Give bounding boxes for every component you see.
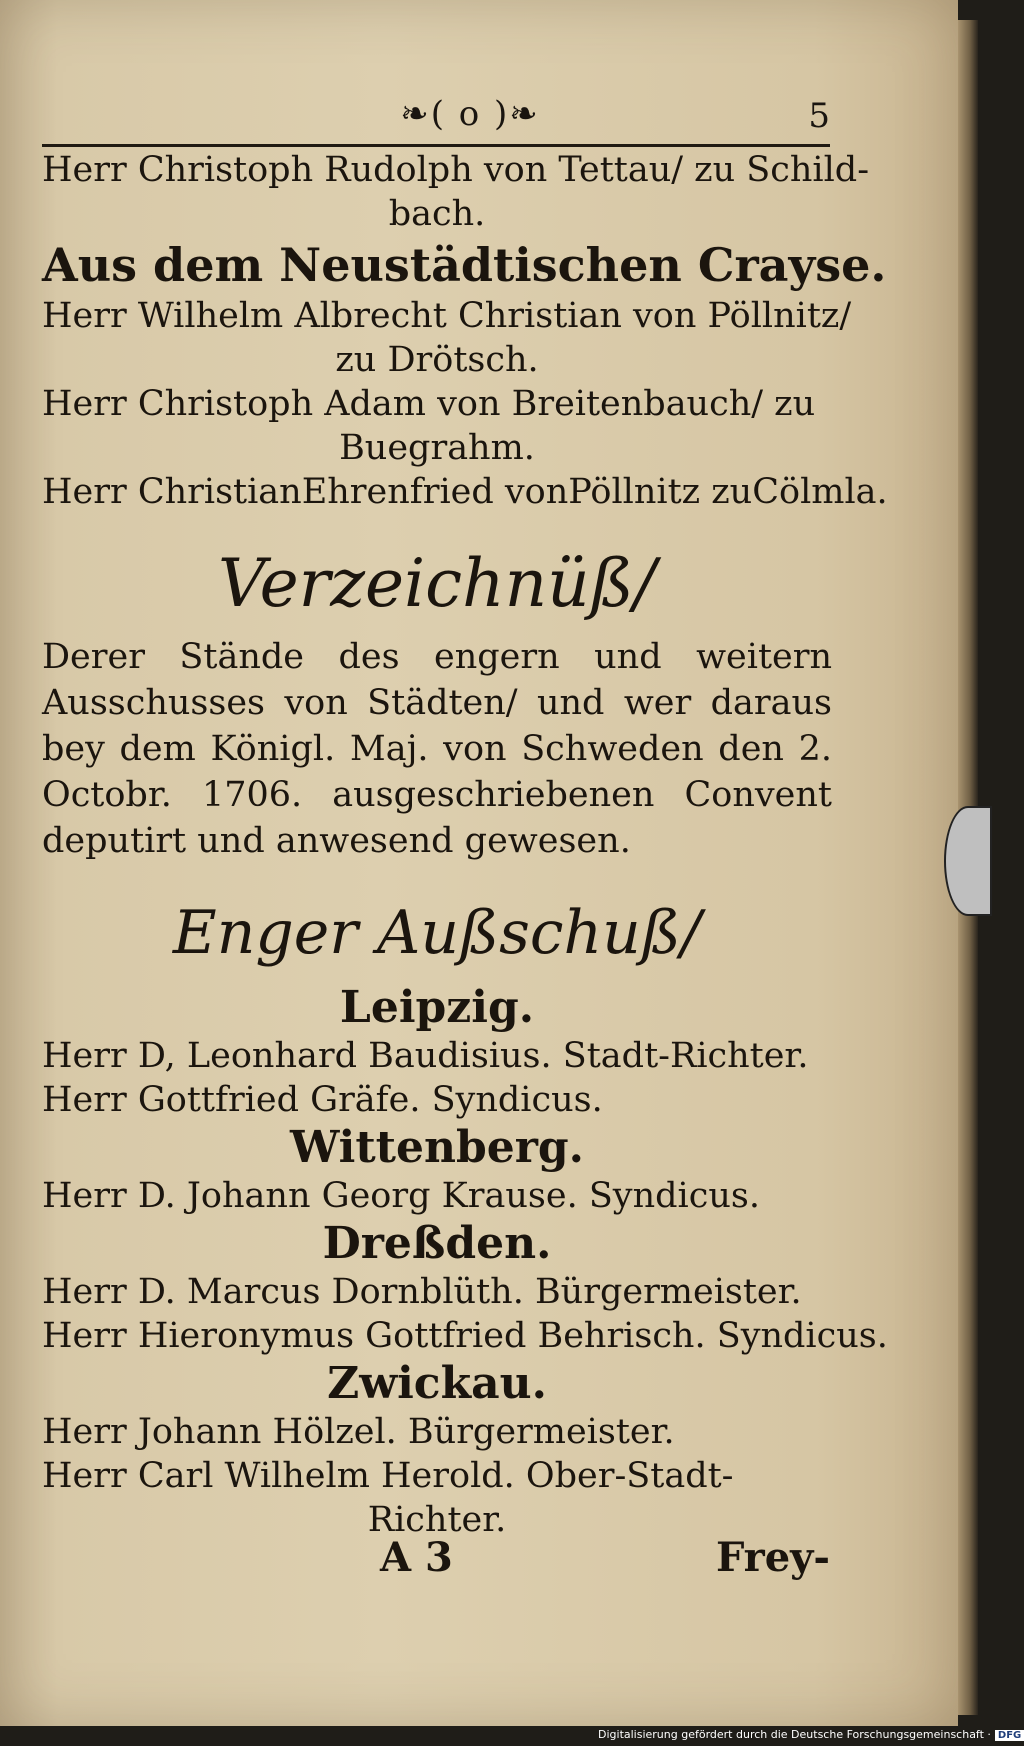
- city-heading: Dreßden.: [322, 1218, 552, 1269]
- member-line: Herr D, Leonhard Baudisius. Stadt-Richter.: [42, 1036, 809, 1076]
- city-heading: Leipzig.: [339, 982, 535, 1033]
- text-line: bach.: [388, 194, 486, 234]
- page-header: [40, 94, 830, 140]
- header-rule: [42, 144, 830, 147]
- page-footer: [380, 1534, 830, 1594]
- member-line: Herr Johann Hölzel. Bürgermeister.: [42, 1412, 675, 1452]
- text-line: Buegrahm.: [339, 428, 535, 468]
- member-line: Herr D. Marcus Dornblüth. Bürgermeister.: [42, 1272, 802, 1312]
- description-paragraph: Derer Stände des engern und weitern Ausschusses von Städten/ und wer daraus bey dem Königl. Maj. von Schweden den 2. Octobr. 1706. ausgeschriebenen Convent deputirt und anwesend gewesen.: [42, 637, 832, 861]
- text-line: Herr Christoph Adam von Breitenbauch/ zu: [42, 384, 816, 424]
- list-title: Verzeichnüß/: [218, 545, 656, 622]
- catchword: Frey-: [715, 1534, 830, 1581]
- header-ornament: ❧( o )❧: [400, 94, 540, 134]
- member-line: Richter.: [367, 1500, 507, 1540]
- member-line: Herr Gottfried Gräfe. Syndicus.: [42, 1080, 603, 1120]
- credit-text: Digitalisierung gefördert durch die Deutsche Forschungsgemeinschaft ·: [598, 1728, 991, 1741]
- member-line: Herr D. Johann Georg Krause. Syndicus.: [42, 1176, 760, 1216]
- member-line: Herr Carl Wilhelm Herold. Ober-Stadt-: [42, 1456, 734, 1496]
- city-heading: Wittenberg.: [289, 1122, 584, 1173]
- text-line: Herr ChristianEhrenfried vonPöllnitz zuCölmla.: [42, 472, 888, 512]
- text-line: Herr Christoph Rudolph von Tettau/ zu Schild-: [42, 150, 870, 190]
- member-line: Herr Hieronymus Gottfried Behrisch. Syndicus.: [42, 1316, 888, 1356]
- signature-mark: A 3: [380, 1534, 453, 1581]
- section-heading: Aus dem Neustädtischen Crayse.: [42, 238, 887, 292]
- dfg-logo: DFG: [995, 1730, 1024, 1741]
- page-body: [42, 148, 888, 1542]
- scan-tab: [944, 806, 992, 916]
- text-line: zu Drötsch.: [335, 340, 539, 380]
- committee-title: Enger Außschuß/: [172, 898, 702, 968]
- page-number: 5: [808, 96, 830, 136]
- digitization-credit: [598, 1728, 1024, 1741]
- city-heading: Zwickau.: [327, 1358, 547, 1409]
- text-line: Herr Wilhelm Albrecht Christian von Pöllnitz/: [42, 296, 852, 336]
